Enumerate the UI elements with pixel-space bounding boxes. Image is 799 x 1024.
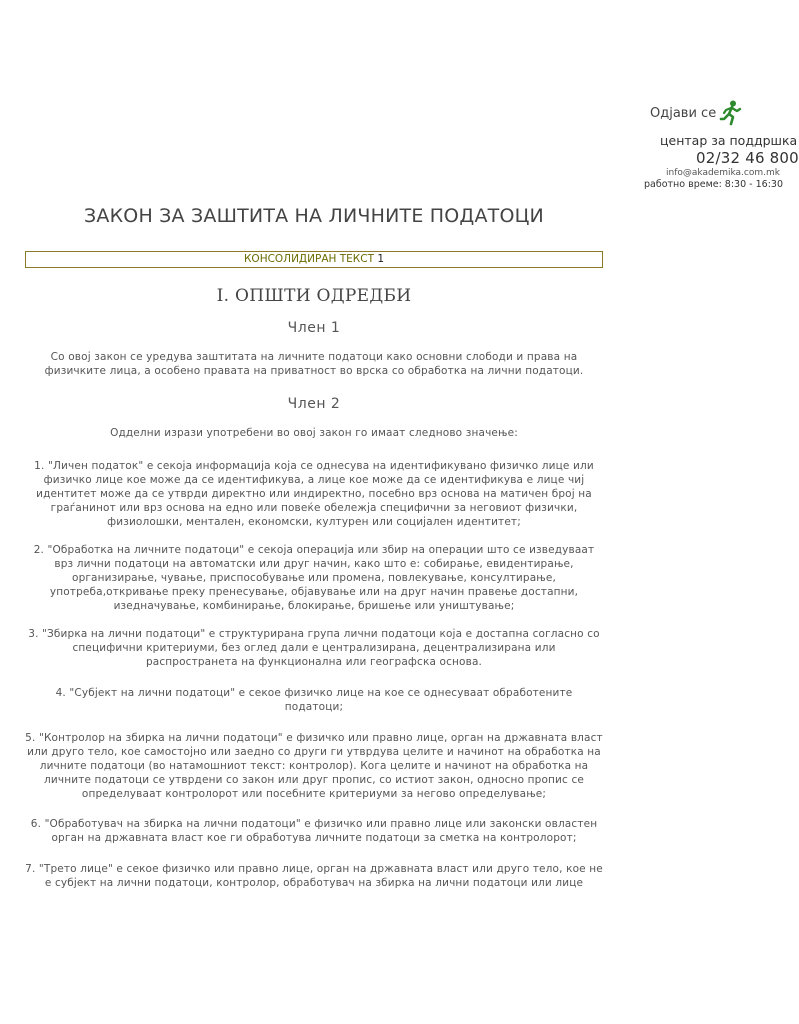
definition-item: 1. "Личен податок" е секоја информација која се однесува на идентификувано физичко лице или физичко лице кое може да се идентификува, а лице кое може да се идентификува е лице чиј идентитет може да се утврди директно или индиректно, посебно врз основа на матичен број на граѓанинот или врз основа на едно или повеќе обележја специфични за неговиот физички, физиолошки, ментален, економски, културен или социјален идентитет; [34, 460, 594, 528]
support-email[interactable]: info@akademika.com.mk [666, 168, 780, 178]
definition-item: 6. "Обработувач на збирка на лични податоци" е физичко или правно лице или законски овластен орган на државната власт кое ги обработува личните податоци за сметка на контролорот; [30, 818, 598, 844]
article-1-text: Со овој закон се уредува заштитата на личните податоци како основни слободи и права на физичките лица, а особено правата на приватност во врска со обработка на лични податоци. [44, 351, 584, 377]
definition-item: 7. "Трето лице" е секое физичко или правно лице, орган на државната власт или друго тело, кое не е субјект на лични податоци, контролор, обработувач на збирка на лични податоци или лице [25, 863, 603, 889]
document-body [25, 205, 603, 890]
consolidated-text-banner [25, 251, 603, 268]
consolidated-footnote-link[interactable]: 1 [377, 253, 385, 265]
definition-item: 4. "Субјект на лични податоци" е секое физичко лице на кое се однесуваат обработените податоци; [55, 687, 573, 713]
support-info [644, 133, 799, 190]
running-man-icon [720, 100, 742, 126]
header [0, 0, 799, 230]
consolidated-label: КОНСОЛИДИРАН ТЕКСТ [243, 253, 374, 265]
section-heading: I. ОПШТИ ОДРЕДБИ [216, 286, 412, 306]
logout-label: Одјави се [650, 105, 717, 121]
article-1-heading: Член 1 [287, 320, 341, 336]
support-title: центар за поддршка [660, 133, 798, 148]
law-title: ЗАКОН ЗА ЗАШТИТА НА ЛИЧНИТЕ ПОДАТОЦИ [84, 205, 544, 227]
definition-item: 5. "Контролор на збирка на лични податоци" е физичко или правно лице, орган на државната власт или друго тело, кое самостојно или заедно со други ги утврдува целите и начинот на обработка на личните податоци (во натамошниот текст: контролор). Кога целите и начинот на обработка на личните податоци се утврдени со закон или друг пропис, со истиот закон, односно пропис се определуваат контролорот или посебните критериуми за негово определување; [25, 732, 603, 800]
definition-item: 2. "Обработка на личните податоци" е секоја операција или збир на операции што се изведуваат врз лични податоци на автоматски или друг начин, како што е: собирање, евидентирање, организирање, чување, приспособување или промена, повлекување, консултирање, употреба,откривање преку пренесување, објавување или на друг начин правење достапни, изедначување, комбинирање, блокирање, бришење или уништување; [33, 544, 595, 612]
article-2-heading: Член 2 [287, 396, 341, 412]
article-2-intro: Одделни изрази употребени во овој закон го имаат следново значење: [110, 427, 518, 439]
support-phone: 02/32 46 800 [696, 149, 799, 167]
support-hours: работно време: 8:30 - 16:30 [644, 179, 783, 190]
logout-button[interactable] [650, 100, 742, 126]
definition-item: 3. "Збирка на лични податоци" е структурирана група лични податоци која е достапна согласно со специфични критериуми, без оглед дали е централизирана, децентрализирана или распространета на функционална или географска основа. [28, 628, 600, 668]
